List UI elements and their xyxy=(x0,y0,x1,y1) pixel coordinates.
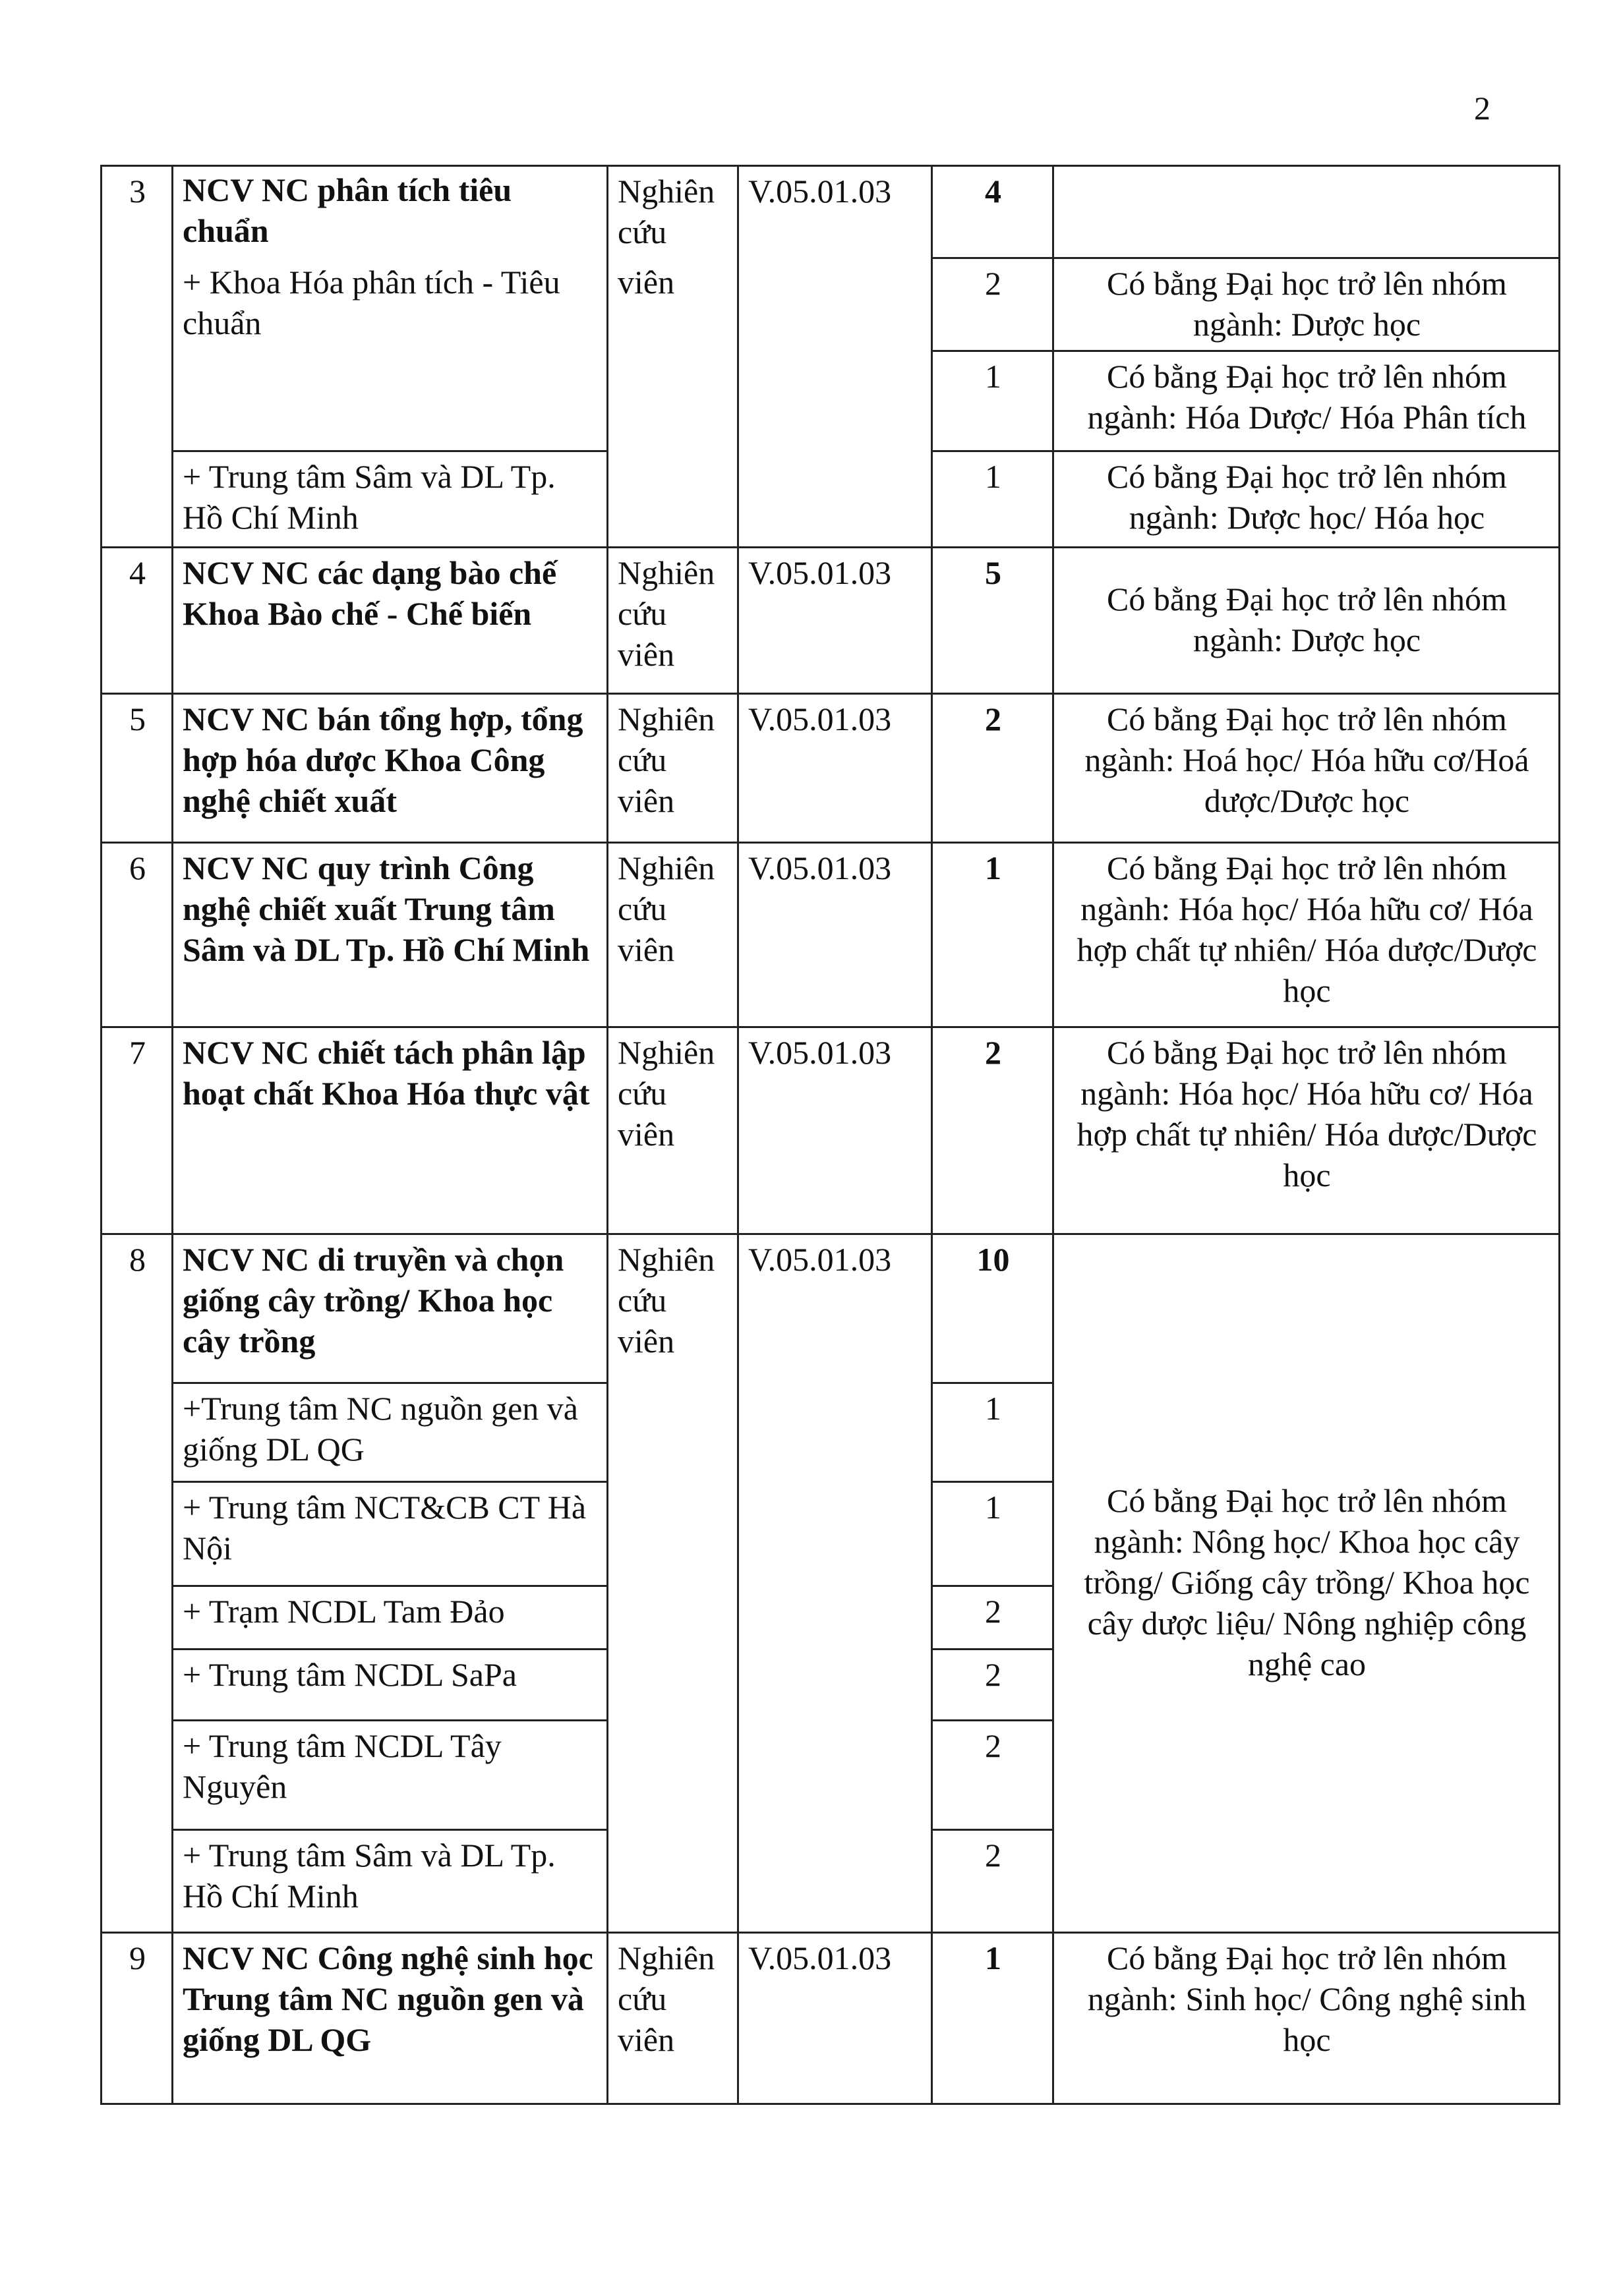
requirement: Có bằng Đại học trở lên nhóm ngành: Hoá học/ Hóa hữu cơ/Hoá dược/Dược học xyxy=(1053,693,1560,842)
requirement: Có bằng Đại học trở lên nhóm ngành: Hóa Dược/ Hóa Phân tích xyxy=(1053,351,1560,451)
position-title: NCV NC chiết tách phân lập hoạt chất Khoa Hóa thực vật xyxy=(173,1027,608,1234)
rank-cell: Nghiên cứu viên xyxy=(608,693,738,842)
sub-unit-count: 1 xyxy=(932,1383,1053,1481)
sub-unit-name: + Khoa Hóa phân tích - Tiêu chuẩn xyxy=(173,258,608,451)
sub-unit-name: + Trạm NCDL Tam Đảo xyxy=(173,1586,608,1649)
position-code: V.05.01.03 xyxy=(738,166,932,548)
row-number: 7 xyxy=(102,1027,173,1234)
rank-cell: viên xyxy=(608,258,738,547)
rank-cell: Nghiên cứu viên xyxy=(608,1234,738,1932)
position-title: NCV NC Công nghệ sinh học Trung tâm NC nguồn gen và giống DL QG xyxy=(173,1932,608,2104)
row-number: 6 xyxy=(102,842,173,1027)
position-code: V.05.01.03 xyxy=(738,1234,932,1932)
sub-unit-count: 2 xyxy=(932,1586,1053,1649)
requirement-empty xyxy=(1053,166,1560,258)
sub-unit-name: + Trung tâm NCT&CB CT Hà Nội xyxy=(173,1481,608,1586)
rank-cell xyxy=(608,166,738,258)
sub-unit-name: +Trung tâm NC nguồn gen và giống DL QG xyxy=(173,1383,608,1481)
position-count: 5 xyxy=(932,547,1053,693)
row-number: 9 xyxy=(102,1932,173,2104)
requirement: Có bằng Đại học trở lên nhóm ngành: Hóa học/ Hóa hữu cơ/ Hóa hợp chất tự nhiên/ Hóa dược/Dược học xyxy=(1053,1027,1560,1234)
table-row xyxy=(102,547,1560,693)
sub-unit-name: + Trung tâm Sâm và DL Tp. Hồ Chí Minh xyxy=(173,1829,608,1932)
rank-cell: Nghiên cứu viên xyxy=(608,1027,738,1234)
rank-line: cứu xyxy=(618,214,667,250)
table-row xyxy=(102,166,1560,258)
requirement: Có bằng Đại học trở lên nhóm ngành: Dược học xyxy=(1053,547,1560,693)
position-count: 2 xyxy=(932,1027,1053,1234)
position-title: NCV NC di truyền và chọn giống cây trồng/ Khoa học cây trồng xyxy=(173,1234,608,1383)
requirement: Có bằng Đại học trở lên nhóm ngành: Nông học/ Khoa học cây trồng/ Giống cây trồng/ Khoa học cây dược liệu/ Nông nghiệp công nghệ cao xyxy=(1053,1234,1560,1932)
row-number: 5 xyxy=(102,693,173,842)
requirement: Có bằng Đại học trở lên nhóm ngành: Sinh học/ Công nghệ sinh học xyxy=(1053,1932,1560,2104)
recruitment-table xyxy=(100,165,1560,2105)
table-row xyxy=(102,693,1560,842)
sub-unit-count: 2 xyxy=(932,258,1053,351)
rank-cell: Nghiên cứu viên xyxy=(608,547,738,693)
position-count: 4 xyxy=(932,166,1053,258)
sub-unit-count: 1 xyxy=(932,451,1053,547)
table-row xyxy=(102,1027,1560,1234)
rank-cell: Nghiên cứu viên xyxy=(608,842,738,1027)
sub-unit-name: + Trung tâm NCDL SaPa xyxy=(173,1649,608,1720)
position-count: 2 xyxy=(932,693,1053,842)
position-title: NCV NC quy trình Công nghệ chiết xuất Trung tâm Sâm và DL Tp. Hồ Chí Minh xyxy=(173,842,608,1027)
row-number: 4 xyxy=(102,547,173,693)
position-title: NCV NC phân tích tiêu chuẩn xyxy=(173,166,608,258)
position-count: 1 xyxy=(932,1932,1053,2104)
row-number: 8 xyxy=(102,1234,173,1932)
position-title: NCV NC bán tổng hợp, tổng hợp hóa dược Khoa Công nghệ chiết xuất xyxy=(173,693,608,842)
requirement: Có bằng Đại học trở lên nhóm ngành: Dược học/ Hóa học xyxy=(1053,451,1560,547)
position-code: V.05.01.03 xyxy=(738,842,932,1027)
sub-unit-count: 2 xyxy=(932,1720,1053,1829)
table-row xyxy=(102,1234,1560,1383)
position-code: V.05.01.03 xyxy=(738,693,932,842)
position-count: 1 xyxy=(932,842,1053,1027)
position-title: NCV NC các dạng bào chế Khoa Bào chế - Chế biến xyxy=(173,547,608,693)
table-row xyxy=(102,1932,1560,2104)
sub-unit-count: 2 xyxy=(932,1829,1053,1932)
row-number: 3 xyxy=(102,166,173,548)
requirement: Có bằng Đại học trở lên nhóm ngành: Dược học xyxy=(1053,258,1560,351)
sub-unit-name: + Trung tâm Sâm và DL Tp. Hồ Chí Minh xyxy=(173,451,608,547)
rank-line: Nghiên xyxy=(618,173,715,210)
page-number: 2 xyxy=(1474,90,1490,127)
position-count: 10 xyxy=(932,1234,1053,1383)
rank-cell: Nghiên cứu viên xyxy=(608,1932,738,2104)
position-code: V.05.01.03 xyxy=(738,1027,932,1234)
table-row xyxy=(102,842,1560,1027)
sub-unit-count: 2 xyxy=(932,1649,1053,1720)
sub-unit-count: 1 xyxy=(932,351,1053,451)
position-code: V.05.01.03 xyxy=(738,1932,932,2104)
position-code: V.05.01.03 xyxy=(738,547,932,693)
sub-unit-name: + Trung tâm NCDL Tây Nguyên xyxy=(173,1720,608,1829)
requirement: Có bằng Đại học trở lên nhóm ngành: Hóa học/ Hóa hữu cơ/ Hóa hợp chất tự nhiên/ Hóa dược/Dược học xyxy=(1053,842,1560,1027)
sub-unit-count: 1 xyxy=(932,1481,1053,1586)
